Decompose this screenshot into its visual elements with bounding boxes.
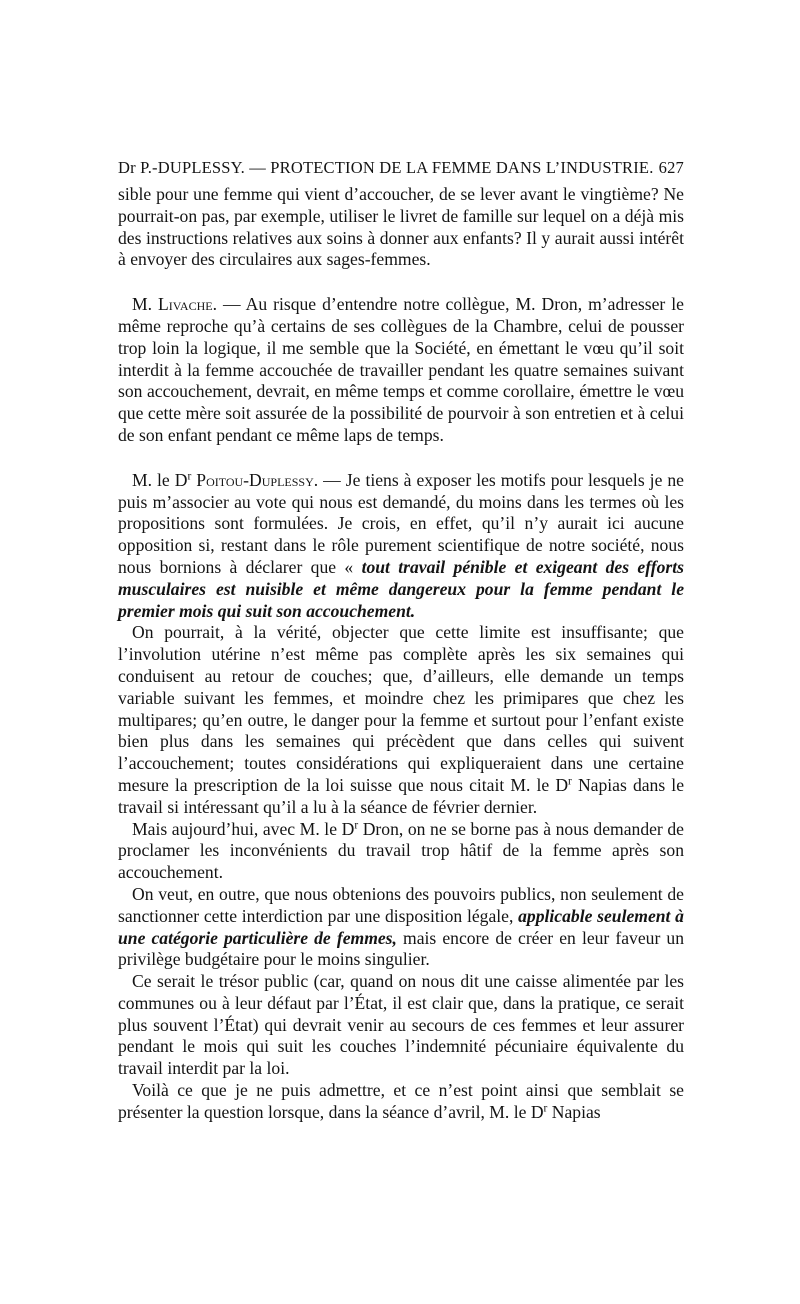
- paragraph-livache: [118, 294, 684, 447]
- text-run: mais encore de créer en leur faveur un privilège budgétaire pour le moins singulier.: [118, 927, 684, 970]
- paragraph-poitou-duplessy: [118, 470, 684, 623]
- spacer: [118, 271, 684, 294]
- paragraph-tresor-public: Ce serait le trésor public (car, quand on nous dit une caisse alimentée par les communes ou à leur défaut par l’État, il est clair que, dans la pratique, ce serait plus souvent l’État) qui devrait venir au secours de ces femmes et leur assurer pendant le mois qui suit les couches l’indemnité pécuniaire équivalente du travail interdit par la loi.: [118, 971, 684, 1079]
- body-text: [118, 184, 684, 1124]
- speaker-poitou-duplessy: Poitou-Duplessy.: [191, 469, 319, 490]
- text-run: Mais aujourd’hui, avec M. le D: [132, 818, 355, 839]
- superscript: r: [354, 819, 359, 832]
- page-number: 627: [658, 158, 684, 177]
- italic-phrase: applicable seulement à une catégorie particulière de femmes,: [118, 905, 684, 948]
- poitou-text: — Je tiens à exposer les motifs pour lesquels je ne puis m’associer au vote qui nous est demandé, du moins dans les termes où les propositions sont formulées. Je crois, en effet, qu’il n’y aurait ici aucune opposition si, restant dans le rôle purement scientifique de notre société, nous nous bornions à déclarer que «: [118, 469, 684, 577]
- running-header: [118, 158, 684, 178]
- paragraph-dron: [118, 819, 684, 884]
- paragraph-objection: [118, 622, 684, 818]
- paragraph-conclusion: [118, 1080, 684, 1124]
- header-author-prefix: Dr: [118, 158, 136, 177]
- paragraph-pouvoirs-publics: [118, 884, 684, 971]
- text-run: Napias: [547, 1101, 601, 1122]
- speaker-prefix: M. le D: [132, 469, 188, 490]
- superscript: r: [568, 775, 572, 788]
- superscript: r: [543, 1102, 548, 1115]
- spacer: [118, 447, 684, 470]
- text-run: On veut, en outre, que nous obtenions des pouvoirs publics, non seulement de sanctionner cette interdiction par une disposition légale,: [118, 883, 684, 926]
- text-run: Voilà ce que je ne puis admettre, et ce n’est point ainsi que semblait se présenter la question lorsque, dans la séance d’avril, M. le D: [118, 1080, 684, 1122]
- paragraph-continuation: sible pour une femme qui vient d’accoucher, de se lever avant le vingtième? Ne pourrait-on pas, par exemple, utiliser le livret de famille sur lequel on a déjà mis des instructions relatives aux soins à donner aux enfants? Il y aurait aussi intérêt à envoyer des circulaires aux sages-femmes.: [118, 184, 684, 270]
- livache-text: — Au risque d’entendre notre collègue, M. Dron, m’adresser le même reproche qu’à certains de ses collègues de la Chambre, celui de pousser trop loin la logique, il me semble que la Société, en émettant le vœu qu’il soit interdit à la femme accouchée de travailler pendant les quatre semaines suivant son accouchement, devrait, en même temps et comme corollaire, émettre le vœu que cette mère soit assurée de la possibilité de pourvoir à son entretien et à celui de son enfant pendant ce même laps de temps.: [118, 294, 684, 445]
- italic-quote: tout travail pénible et exigeant des efforts musculaires est nuisible et même dangereux pour la femme pendant le premier mois qui suit son accouchement.: [118, 556, 684, 621]
- text-run: Napias dans le travail si intéressant qu’il a lu à la séance de février dernier.: [118, 774, 684, 817]
- text-run: On pourrait, à la vérité, objecter que cette limite est insuffisante; que l’involution utérine n’est même pas complète après les six semaines qui conduisent au retour de couches; que, d’ailleurs, elle demande un temps variable suivant les femmes, et moindre chez les primipares que chez les multipares; qu’en outre, le danger pour la femme et surtout pour l’enfant existe bien plus dans les semaines qui précèdent que dans celles qui suivent l’accouchement; toutes considérations qui expliqueraient dans une certaine mesure la prescription de la loi suisse que nous citait M. le D: [118, 622, 684, 795]
- speaker-livache: M. Livache.: [132, 294, 217, 315]
- header-author: P.-DUPLESSY. —: [140, 158, 266, 177]
- header-title: [118, 158, 654, 178]
- superscript: r: [187, 470, 192, 483]
- text-run: Dron, on ne se borne pas à nous demander de proclamer les inconvénients du travail trop hâtif de la femme après son accouchement.: [118, 818, 684, 883]
- header-chapter-title: PROTECTION DE LA FEMME DANS L’INDUSTRIE.: [270, 158, 654, 177]
